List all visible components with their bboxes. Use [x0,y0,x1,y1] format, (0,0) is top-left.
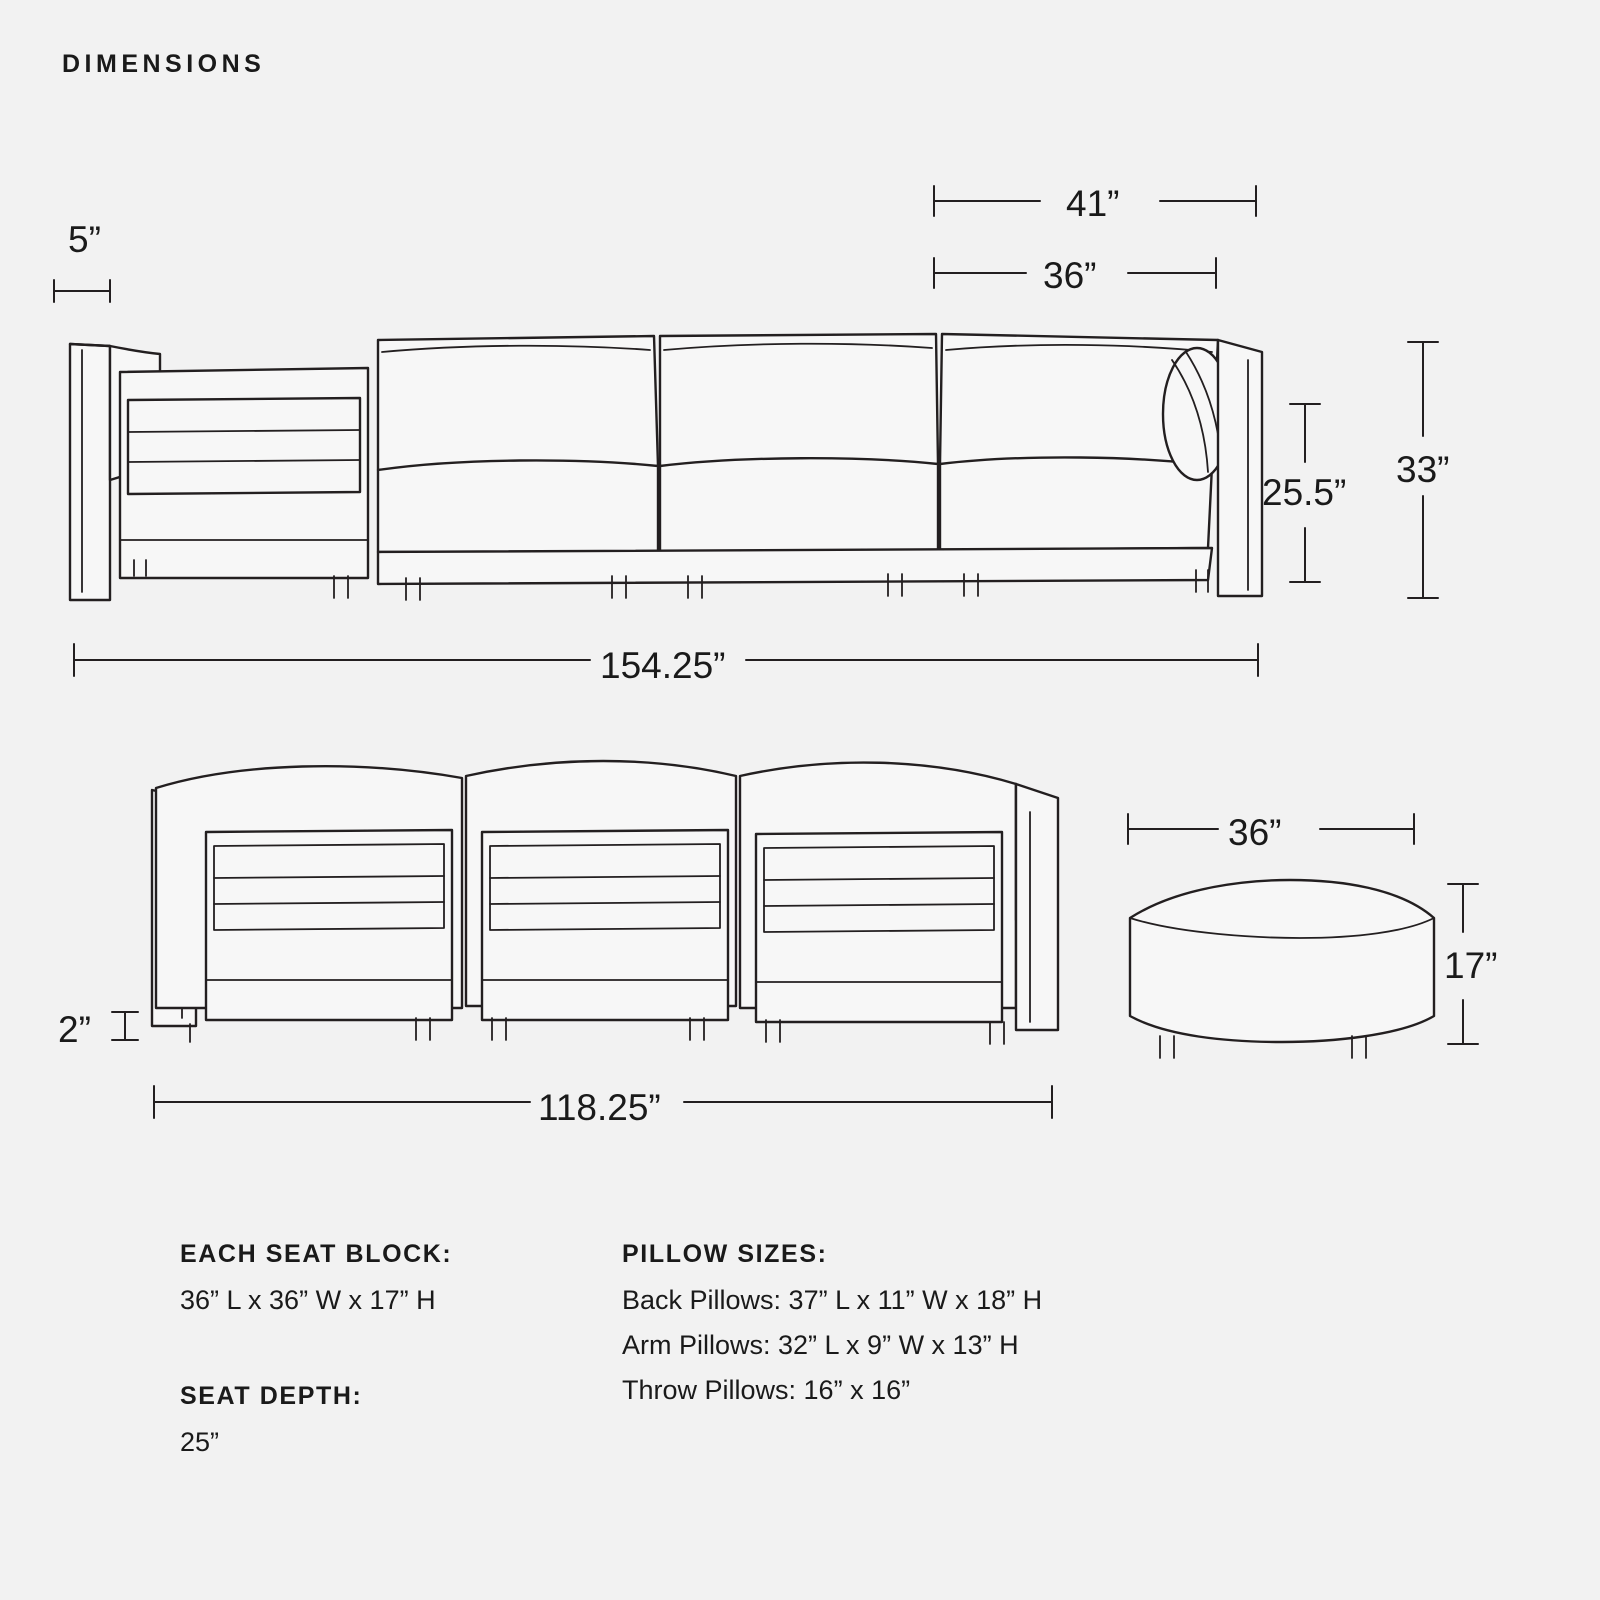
dim-label-leg-height: 2” [58,1009,91,1050]
dim-label-back-length: 118.25” [538,1087,661,1128]
ottoman-body [1130,880,1434,1042]
dim-label-overall-length: 154.25” [600,645,726,686]
left-arm-outer [70,344,110,600]
back-leg-1 [416,1018,430,1040]
back-cushion-1 [378,336,658,470]
back-leg-2 [492,1018,506,1040]
back-leg-5 [990,1022,1004,1044]
back-cushion-2 [660,334,938,466]
spec-spacer [180,1330,600,1382]
front-base-rail [378,548,1212,584]
dim-label-arm-width: 5” [68,219,101,260]
dim-label-36-module: 36” [1043,255,1097,296]
ottoman-view [1128,814,1478,1058]
dim-leg-height [112,1012,138,1040]
sectional-front-view [54,186,1438,676]
pillow-line-back: Back Pillows: 37” L x 11” W x 18” H [622,1285,1043,1315]
seat-cushion-2 [660,458,938,552]
pillow-sizes-heading: PILLOW SIZES: [622,1240,828,1268]
spec-column-right [622,1240,1322,1420]
back-frame-2 [482,830,728,1020]
seat-cushion-3 [940,457,1212,550]
right-arm-outer [1218,340,1262,596]
back-leg-4 [766,1020,780,1042]
back-frame-1 [206,830,452,1020]
leg-1 [334,576,348,598]
seat-cushion-1 [378,460,658,552]
dim-label-ottoman-width: 36” [1228,812,1282,853]
dim-arm-width [54,280,110,302]
dim-label-41: 41” [1066,183,1120,224]
back-frame-3 [756,832,1002,1022]
dim-label-overall-height: 33” [1396,449,1450,490]
seat-depth-value: 25” [180,1427,220,1457]
dim-label-seat-height: 25.5” [1262,472,1347,513]
seat-depth-heading: SEAT DEPTH: [180,1382,363,1410]
seat-block-heading: EACH SEAT BLOCK: [180,1240,453,1268]
seat-block-value: 36” L x 36” W x 17” H [180,1285,436,1315]
pillow-line-arm: Arm Pillows: 32” L x 9” W x 13” H [622,1330,1019,1360]
ottoman-leg-1 [1160,1036,1174,1058]
spec-column-left [180,1240,600,1472]
back-leg-3 [690,1018,704,1040]
back-right-arm [1016,784,1058,1030]
ottoman-leg-2 [1352,1036,1366,1058]
pillow-line-throw: Throw Pillows: 16” x 16” [622,1375,911,1405]
dim-label-ottoman-height: 17” [1444,945,1498,986]
sectional-back-view [112,761,1058,1118]
page-title: DIMENSIONS [62,50,266,78]
